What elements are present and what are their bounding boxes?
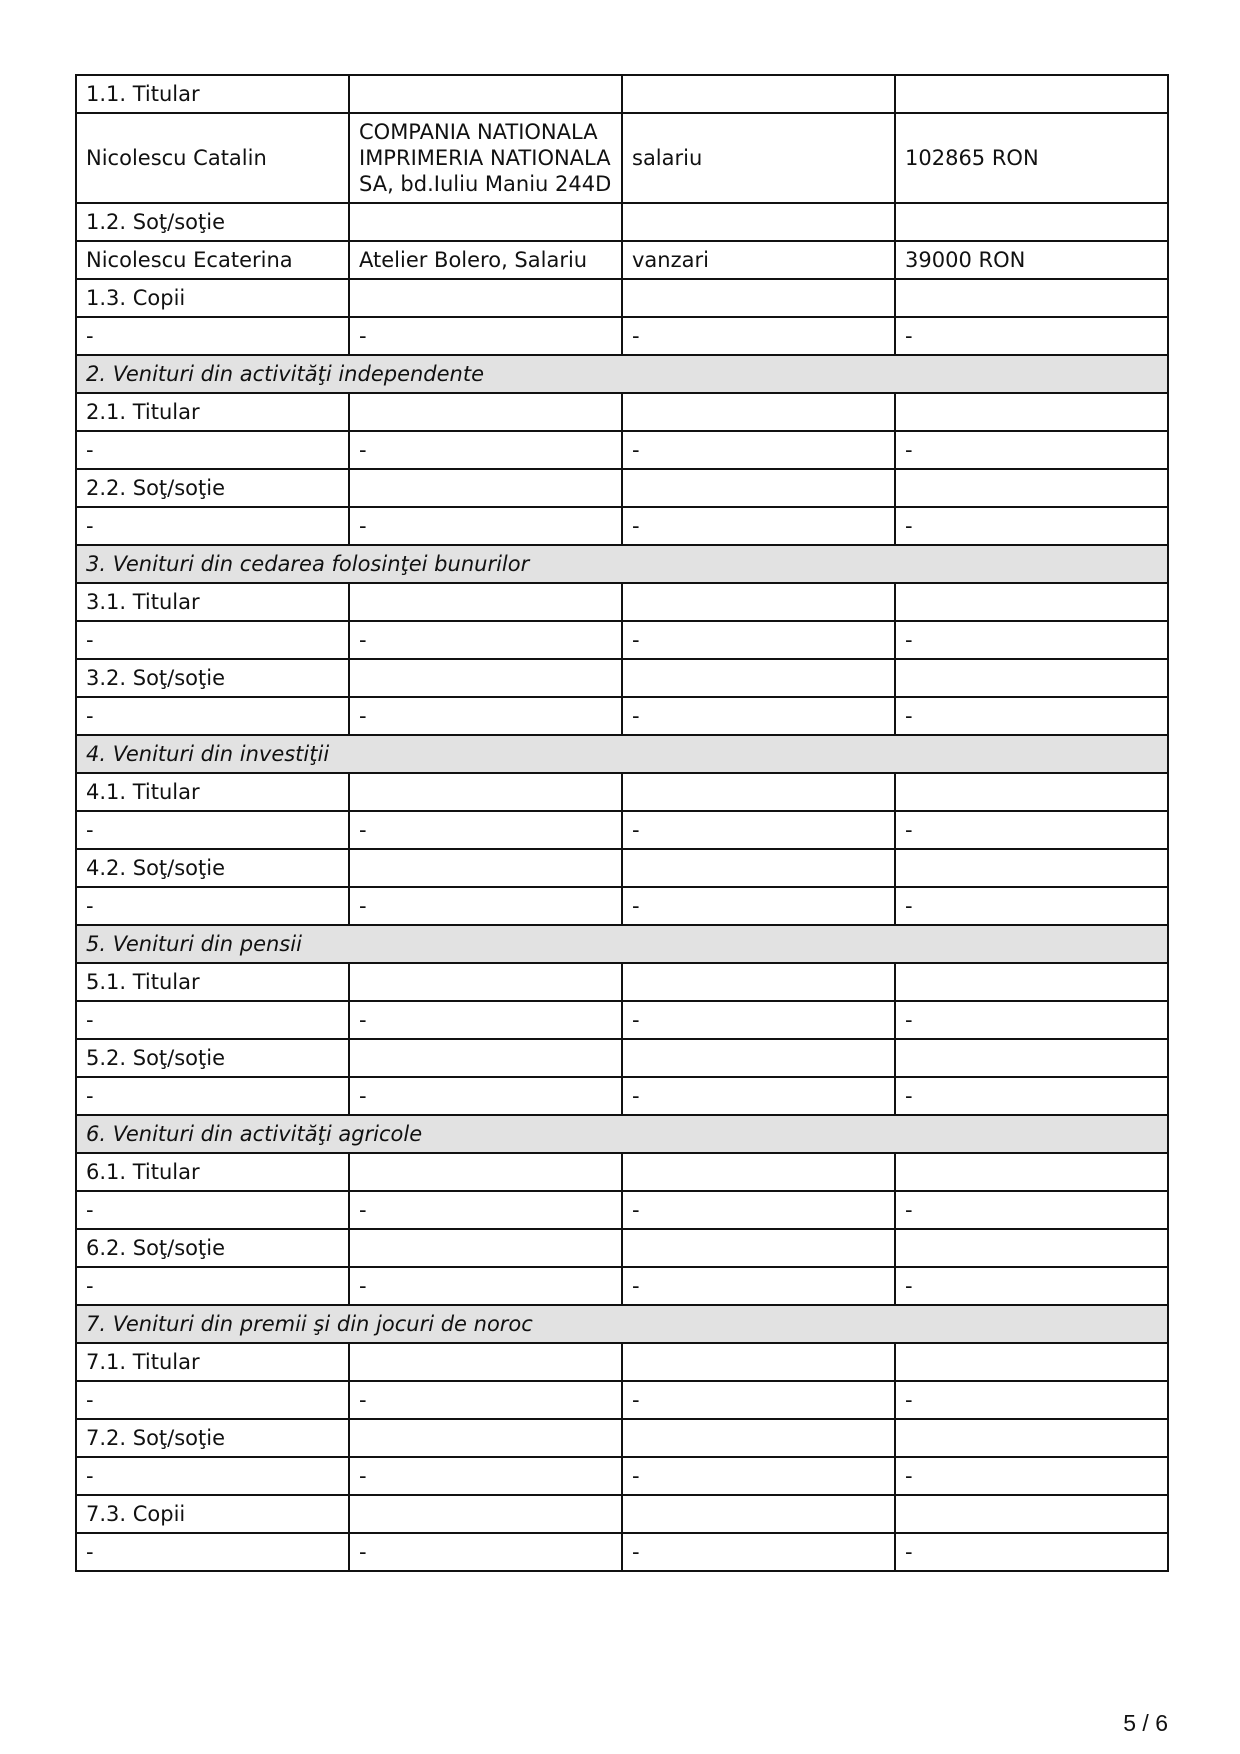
empty-cell <box>622 1039 895 1077</box>
service-cell: - <box>622 1077 895 1115</box>
annual-income-cell: - <box>895 1533 1168 1571</box>
service-cell: vanzari <box>622 241 895 279</box>
table-row <box>76 507 1168 545</box>
table-row <box>76 241 1168 279</box>
section-title: 3. Venituri din cedarea folosinţei bunurilor <box>76 545 1168 583</box>
empty-cell <box>895 469 1168 507</box>
subsection-label: 3.1. Titular <box>76 583 349 621</box>
annual-income-cell: 102865 RON <box>895 113 1168 203</box>
service-cell: - <box>622 1267 895 1305</box>
annual-income-cell: - <box>895 1077 1168 1115</box>
table-row <box>76 431 1168 469</box>
table-row <box>76 1077 1168 1115</box>
annual-income-cell: - <box>895 811 1168 849</box>
section-header-row <box>76 1305 1168 1343</box>
income-source-cell: Nicolescu Ecaterina <box>76 241 349 279</box>
subsection-row <box>76 1229 1168 1267</box>
service-cell: - <box>622 887 895 925</box>
table-row <box>76 811 1168 849</box>
section-title: 7. Venituri din premii şi din jocuri de noroc <box>76 1305 1168 1343</box>
empty-cell <box>349 659 622 697</box>
payer-cell: - <box>349 1457 622 1495</box>
annual-income-cell: - <box>895 1381 1168 1419</box>
payer-cell: - <box>349 1001 622 1039</box>
subsection-row <box>76 583 1168 621</box>
empty-cell <box>622 279 895 317</box>
table-body <box>76 75 1168 1571</box>
empty-cell <box>895 203 1168 241</box>
payer-cell: - <box>349 1077 622 1115</box>
empty-cell <box>895 773 1168 811</box>
table-row <box>76 317 1168 355</box>
section-title: 2. Venituri din activităţi independente <box>76 355 1168 393</box>
section-header-row <box>76 735 1168 773</box>
payer-cell: COMPANIA NATIONALA IMPRIMERIA NATIONALA SA, bd.Iuliu Maniu 244D <box>349 113 622 203</box>
table-row <box>76 1191 1168 1229</box>
income-source-cell: - <box>76 1191 349 1229</box>
empty-cell <box>622 1229 895 1267</box>
annual-income-cell: 39000 RON <box>895 241 1168 279</box>
empty-cell <box>622 203 895 241</box>
table-row <box>76 1267 1168 1305</box>
annual-income-cell: - <box>895 887 1168 925</box>
empty-cell <box>622 75 895 113</box>
empty-cell <box>622 583 895 621</box>
subsection-label: 4.1. Titular <box>76 773 349 811</box>
payer-cell: - <box>349 431 622 469</box>
service-cell: - <box>622 1001 895 1039</box>
income-source-cell: - <box>76 1077 349 1115</box>
income-source-cell: - <box>76 1457 349 1495</box>
income-source-cell: - <box>76 887 349 925</box>
empty-cell <box>895 849 1168 887</box>
service-cell: - <box>622 1533 895 1571</box>
service-cell: - <box>622 811 895 849</box>
service-cell: - <box>622 1457 895 1495</box>
empty-cell <box>349 1419 622 1457</box>
annual-income-cell: - <box>895 507 1168 545</box>
subsection-label: 2.2. Soţ/soţie <box>76 469 349 507</box>
service-cell: - <box>622 1191 895 1229</box>
annual-income-cell: - <box>895 1191 1168 1229</box>
page-number: 5 / 6 <box>1123 1710 1168 1736</box>
payer-cell: - <box>349 317 622 355</box>
subsection-row <box>76 1343 1168 1381</box>
empty-cell <box>349 279 622 317</box>
service-cell: - <box>622 1381 895 1419</box>
empty-cell <box>349 393 622 431</box>
subsection-label: 4.2. Soţ/soţie <box>76 849 349 887</box>
empty-cell <box>349 203 622 241</box>
service-cell: - <box>622 621 895 659</box>
empty-cell <box>895 279 1168 317</box>
service-cell: - <box>622 431 895 469</box>
empty-cell <box>349 849 622 887</box>
subsection-label: 7.3. Copii <box>76 1495 349 1533</box>
income-source-cell: - <box>76 1381 349 1419</box>
subsection-row <box>76 393 1168 431</box>
payer-cell: - <box>349 887 622 925</box>
income-source-cell: - <box>76 1001 349 1039</box>
table-row <box>76 113 1168 203</box>
empty-cell <box>622 849 895 887</box>
empty-cell <box>622 393 895 431</box>
empty-cell <box>349 583 622 621</box>
empty-cell <box>622 1495 895 1533</box>
subsection-label: 7.2. Soţ/soţie <box>76 1419 349 1457</box>
section-title: 4. Venituri din investiţii <box>76 735 1168 773</box>
empty-cell <box>895 583 1168 621</box>
empty-cell <box>895 659 1168 697</box>
payer-cell: - <box>349 1381 622 1419</box>
subsection-row <box>76 659 1168 697</box>
annual-income-cell: - <box>895 1001 1168 1039</box>
empty-cell <box>622 1153 895 1191</box>
subsection-label: 6.1. Titular <box>76 1153 349 1191</box>
subsection-label: 1.1. Titular <box>76 75 349 113</box>
empty-cell <box>349 1495 622 1533</box>
empty-cell <box>622 963 895 1001</box>
section-header-row <box>76 925 1168 963</box>
subsection-row <box>76 75 1168 113</box>
empty-cell <box>895 1495 1168 1533</box>
annual-income-cell: - <box>895 317 1168 355</box>
empty-cell <box>622 659 895 697</box>
subsection-row <box>76 203 1168 241</box>
subsection-label: 1.3. Copii <box>76 279 349 317</box>
annual-income-cell: - <box>895 697 1168 735</box>
income-source-cell: - <box>76 507 349 545</box>
empty-cell <box>895 75 1168 113</box>
subsection-label: 5.1. Titular <box>76 963 349 1001</box>
service-cell: salariu <box>622 113 895 203</box>
table-row <box>76 1533 1168 1571</box>
section-title: 5. Venituri din pensii <box>76 925 1168 963</box>
payer-cell: - <box>349 697 622 735</box>
empty-cell <box>895 393 1168 431</box>
payer-cell: - <box>349 507 622 545</box>
empty-cell <box>895 1229 1168 1267</box>
empty-cell <box>895 1419 1168 1457</box>
payer-cell: Atelier Bolero, Salariu <box>349 241 622 279</box>
subsection-row <box>76 1153 1168 1191</box>
empty-cell <box>349 469 622 507</box>
income-declaration-table <box>75 74 1169 1572</box>
table-row <box>76 621 1168 659</box>
table-row <box>76 887 1168 925</box>
subsection-row <box>76 1039 1168 1077</box>
empty-cell <box>349 1343 622 1381</box>
service-cell: - <box>622 697 895 735</box>
income-source-cell: - <box>76 811 349 849</box>
empty-cell <box>895 1153 1168 1191</box>
income-source-cell: - <box>76 1533 349 1571</box>
income-source-cell: - <box>76 621 349 659</box>
empty-cell <box>622 469 895 507</box>
payer-cell: - <box>349 1267 622 1305</box>
empty-cell <box>895 963 1168 1001</box>
subsection-row <box>76 1419 1168 1457</box>
subsection-row <box>76 469 1168 507</box>
income-source-cell: - <box>76 697 349 735</box>
subsection-label: 6.2. Soţ/soţie <box>76 1229 349 1267</box>
empty-cell <box>622 773 895 811</box>
empty-cell <box>349 1039 622 1077</box>
empty-cell <box>349 773 622 811</box>
table-row <box>76 1001 1168 1039</box>
section-header-row <box>76 355 1168 393</box>
subsection-row <box>76 279 1168 317</box>
payer-cell: - <box>349 1191 622 1229</box>
payer-cell: - <box>349 811 622 849</box>
subsection-label: 5.2. Soţ/soţie <box>76 1039 349 1077</box>
empty-cell <box>622 1343 895 1381</box>
annual-income-cell: - <box>895 1457 1168 1495</box>
subsection-label: 2.1. Titular <box>76 393 349 431</box>
service-cell: - <box>622 507 895 545</box>
payer-cell: - <box>349 621 622 659</box>
subsection-label: 7.1. Titular <box>76 1343 349 1381</box>
empty-cell <box>349 1229 622 1267</box>
income-source-cell: Nicolescu Catalin <box>76 113 349 203</box>
empty-cell <box>349 75 622 113</box>
empty-cell <box>622 1419 895 1457</box>
table-row <box>76 1457 1168 1495</box>
income-source-cell: - <box>76 1267 349 1305</box>
empty-cell <box>895 1343 1168 1381</box>
annual-income-cell: - <box>895 621 1168 659</box>
table-row <box>76 697 1168 735</box>
income-source-cell: - <box>76 431 349 469</box>
table-row <box>76 1381 1168 1419</box>
subsection-label: 1.2. Soţ/soţie <box>76 203 349 241</box>
service-cell: - <box>622 317 895 355</box>
empty-cell <box>349 963 622 1001</box>
section-header-row <box>76 1115 1168 1153</box>
section-title: 6. Venituri din activităţi agricole <box>76 1115 1168 1153</box>
subsection-label: 3.2. Soţ/soţie <box>76 659 349 697</box>
subsection-row <box>76 963 1168 1001</box>
annual-income-cell: - <box>895 431 1168 469</box>
income-source-cell: - <box>76 317 349 355</box>
subsection-row <box>76 849 1168 887</box>
subsection-row <box>76 1495 1168 1533</box>
annual-income-cell: - <box>895 1267 1168 1305</box>
section-header-row <box>76 545 1168 583</box>
empty-cell <box>349 1153 622 1191</box>
empty-cell <box>895 1039 1168 1077</box>
payer-cell: - <box>349 1533 622 1571</box>
subsection-row <box>76 773 1168 811</box>
